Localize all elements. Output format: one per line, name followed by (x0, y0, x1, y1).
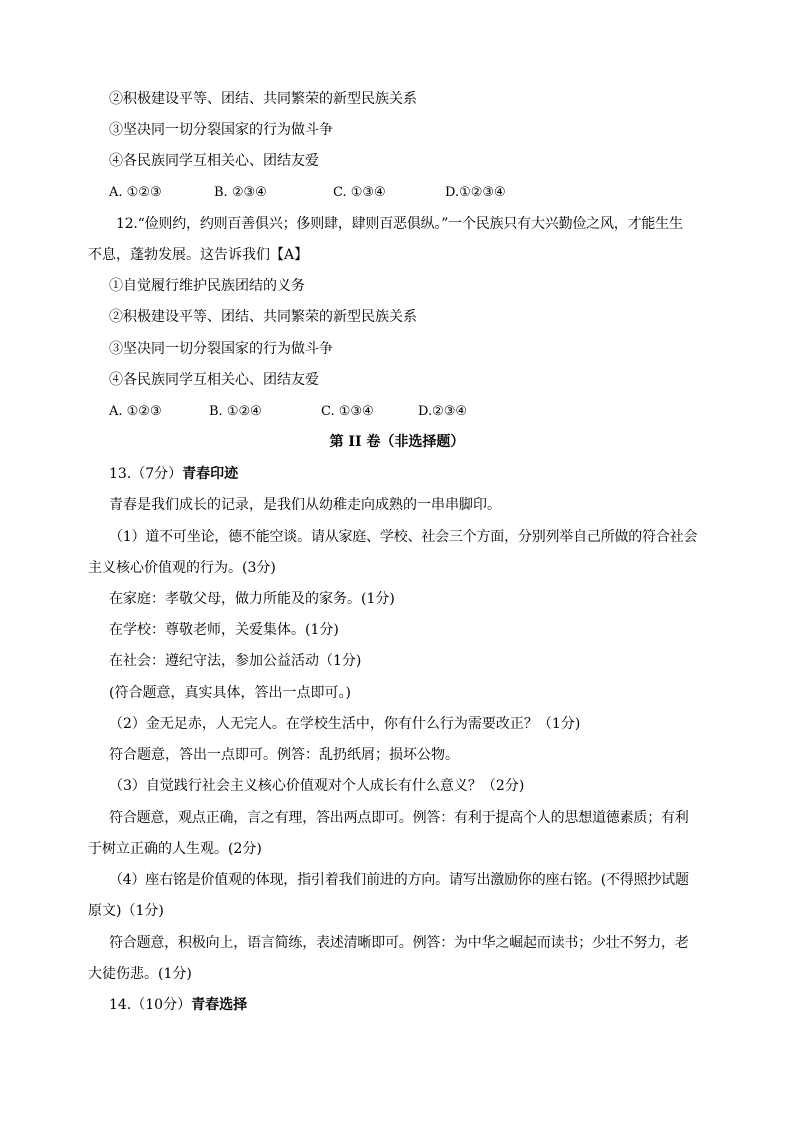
q12-statement-1: ①自觉履行维护民族团结的义务 (109, 278, 305, 294)
answer-part2: 符合题意，答出一点即可。例答：乱扔纸屑；损坏公物。 (109, 747, 459, 763)
q11-option-a: A. ①②③ (109, 185, 162, 200)
section-title: 第 II 卷（非选择题） (329, 434, 465, 450)
q12-option-c: C. ①③④ (321, 404, 374, 419)
q13-part1-line1: （1）道不可坐论，德不能空谈。请从家庭、学校、社会三个方面，分别列举自己所做的符合社会 (109, 529, 698, 545)
q12-statement-3: ③坚决同一切分裂国家的行为做斗争 (109, 341, 333, 357)
q11-option-b: B. ②③④ (214, 185, 267, 200)
answer-part4-line1: 符合题意，积极向上，语言简练，表述清晰即可。例答：为中华之崛起而读书；少壮不努力，老 (109, 935, 689, 951)
answer-part4-line2: 大徒伤悲。(1分) (88, 966, 192, 982)
q12-option-b: B. ①②④ (209, 404, 262, 419)
q13-part1-line2: 主义核心价值观的行为。(3分) (88, 560, 276, 576)
q12-stem-line1: 12.“俭则约，约则百善俱兴；侈则肆，肆则百恶俱纵。”一个民族只有大兴勤俭之风，才能生生 (116, 216, 683, 232)
answer-school: 在学校：尊敬老师，关爱集体。(1分) (109, 622, 339, 638)
q12-option-a: A. ①②③ (109, 404, 162, 419)
option-statement-3: ③坚决同一切分裂国家的行为做斗争 (109, 122, 333, 138)
answer-home: 在家庭：孝敬父母，做力所能及的家务。(1分) (109, 591, 395, 607)
answer-society: 在社会：遵纪守法，参加公益活动（1分) (109, 653, 362, 669)
q12-stem-line2: 不息，蓬勃发展。这告诉我们【A】 (88, 247, 309, 263)
q13-number: 13.（7分） (109, 466, 183, 482)
q13-part4-line2: 原文)（1分) (88, 903, 164, 919)
q13-intro: 青春是我们成长的记录，是我们从幼稚走向成熟的一串串脚印。 (109, 497, 501, 513)
option-statement-4: ④各民族同学互相关心、团结友爱 (109, 153, 319, 169)
answer-part3-line1: 符合题意，观点正确，言之有理，答出两点即可。例答：有利于提高个人的思想道德素质；有利 (109, 810, 689, 826)
q13-part2: （2）金无足赤，人无完人。在学校生活中，你有什么行为需要改正？（1分) (109, 716, 581, 732)
option-statement-2: ②积极建设平等、团结、共同繁荣的新型民族关系 (109, 91, 417, 107)
q13-part4-line1: （4）座右铭是价值观的体现，指引着我们前进的方向。请写出激励你的座右铭。(不得照抄试题 (109, 872, 689, 888)
q11-option-d: D.①②③④ (445, 185, 506, 200)
q13-part3: （3）自觉践行社会主义核心价值观对个人成长有什么意义？（2分) (109, 778, 525, 794)
q14-number: 14.（10分） (109, 997, 192, 1013)
q13-heading (109, 464, 238, 484)
q11-option-c: C. ①③④ (333, 185, 386, 200)
q12-option-d: D.②③④ (418, 404, 468, 419)
q12-statement-2: ②积极建设平等、团结、共同繁荣的新型民族关系 (109, 309, 417, 325)
answer-part3-line2: 于树立正确的人生观。(2分) (88, 841, 262, 857)
q14-title: 青春选择 (191, 997, 248, 1013)
q13-title: 青春印迹 (182, 466, 239, 482)
q14-heading (109, 995, 247, 1015)
answer-note: (符合题意，真实具体，答出一点即可。) (109, 685, 351, 701)
q12-statement-4: ④各民族同学互相关心、团结友爱 (109, 372, 319, 388)
